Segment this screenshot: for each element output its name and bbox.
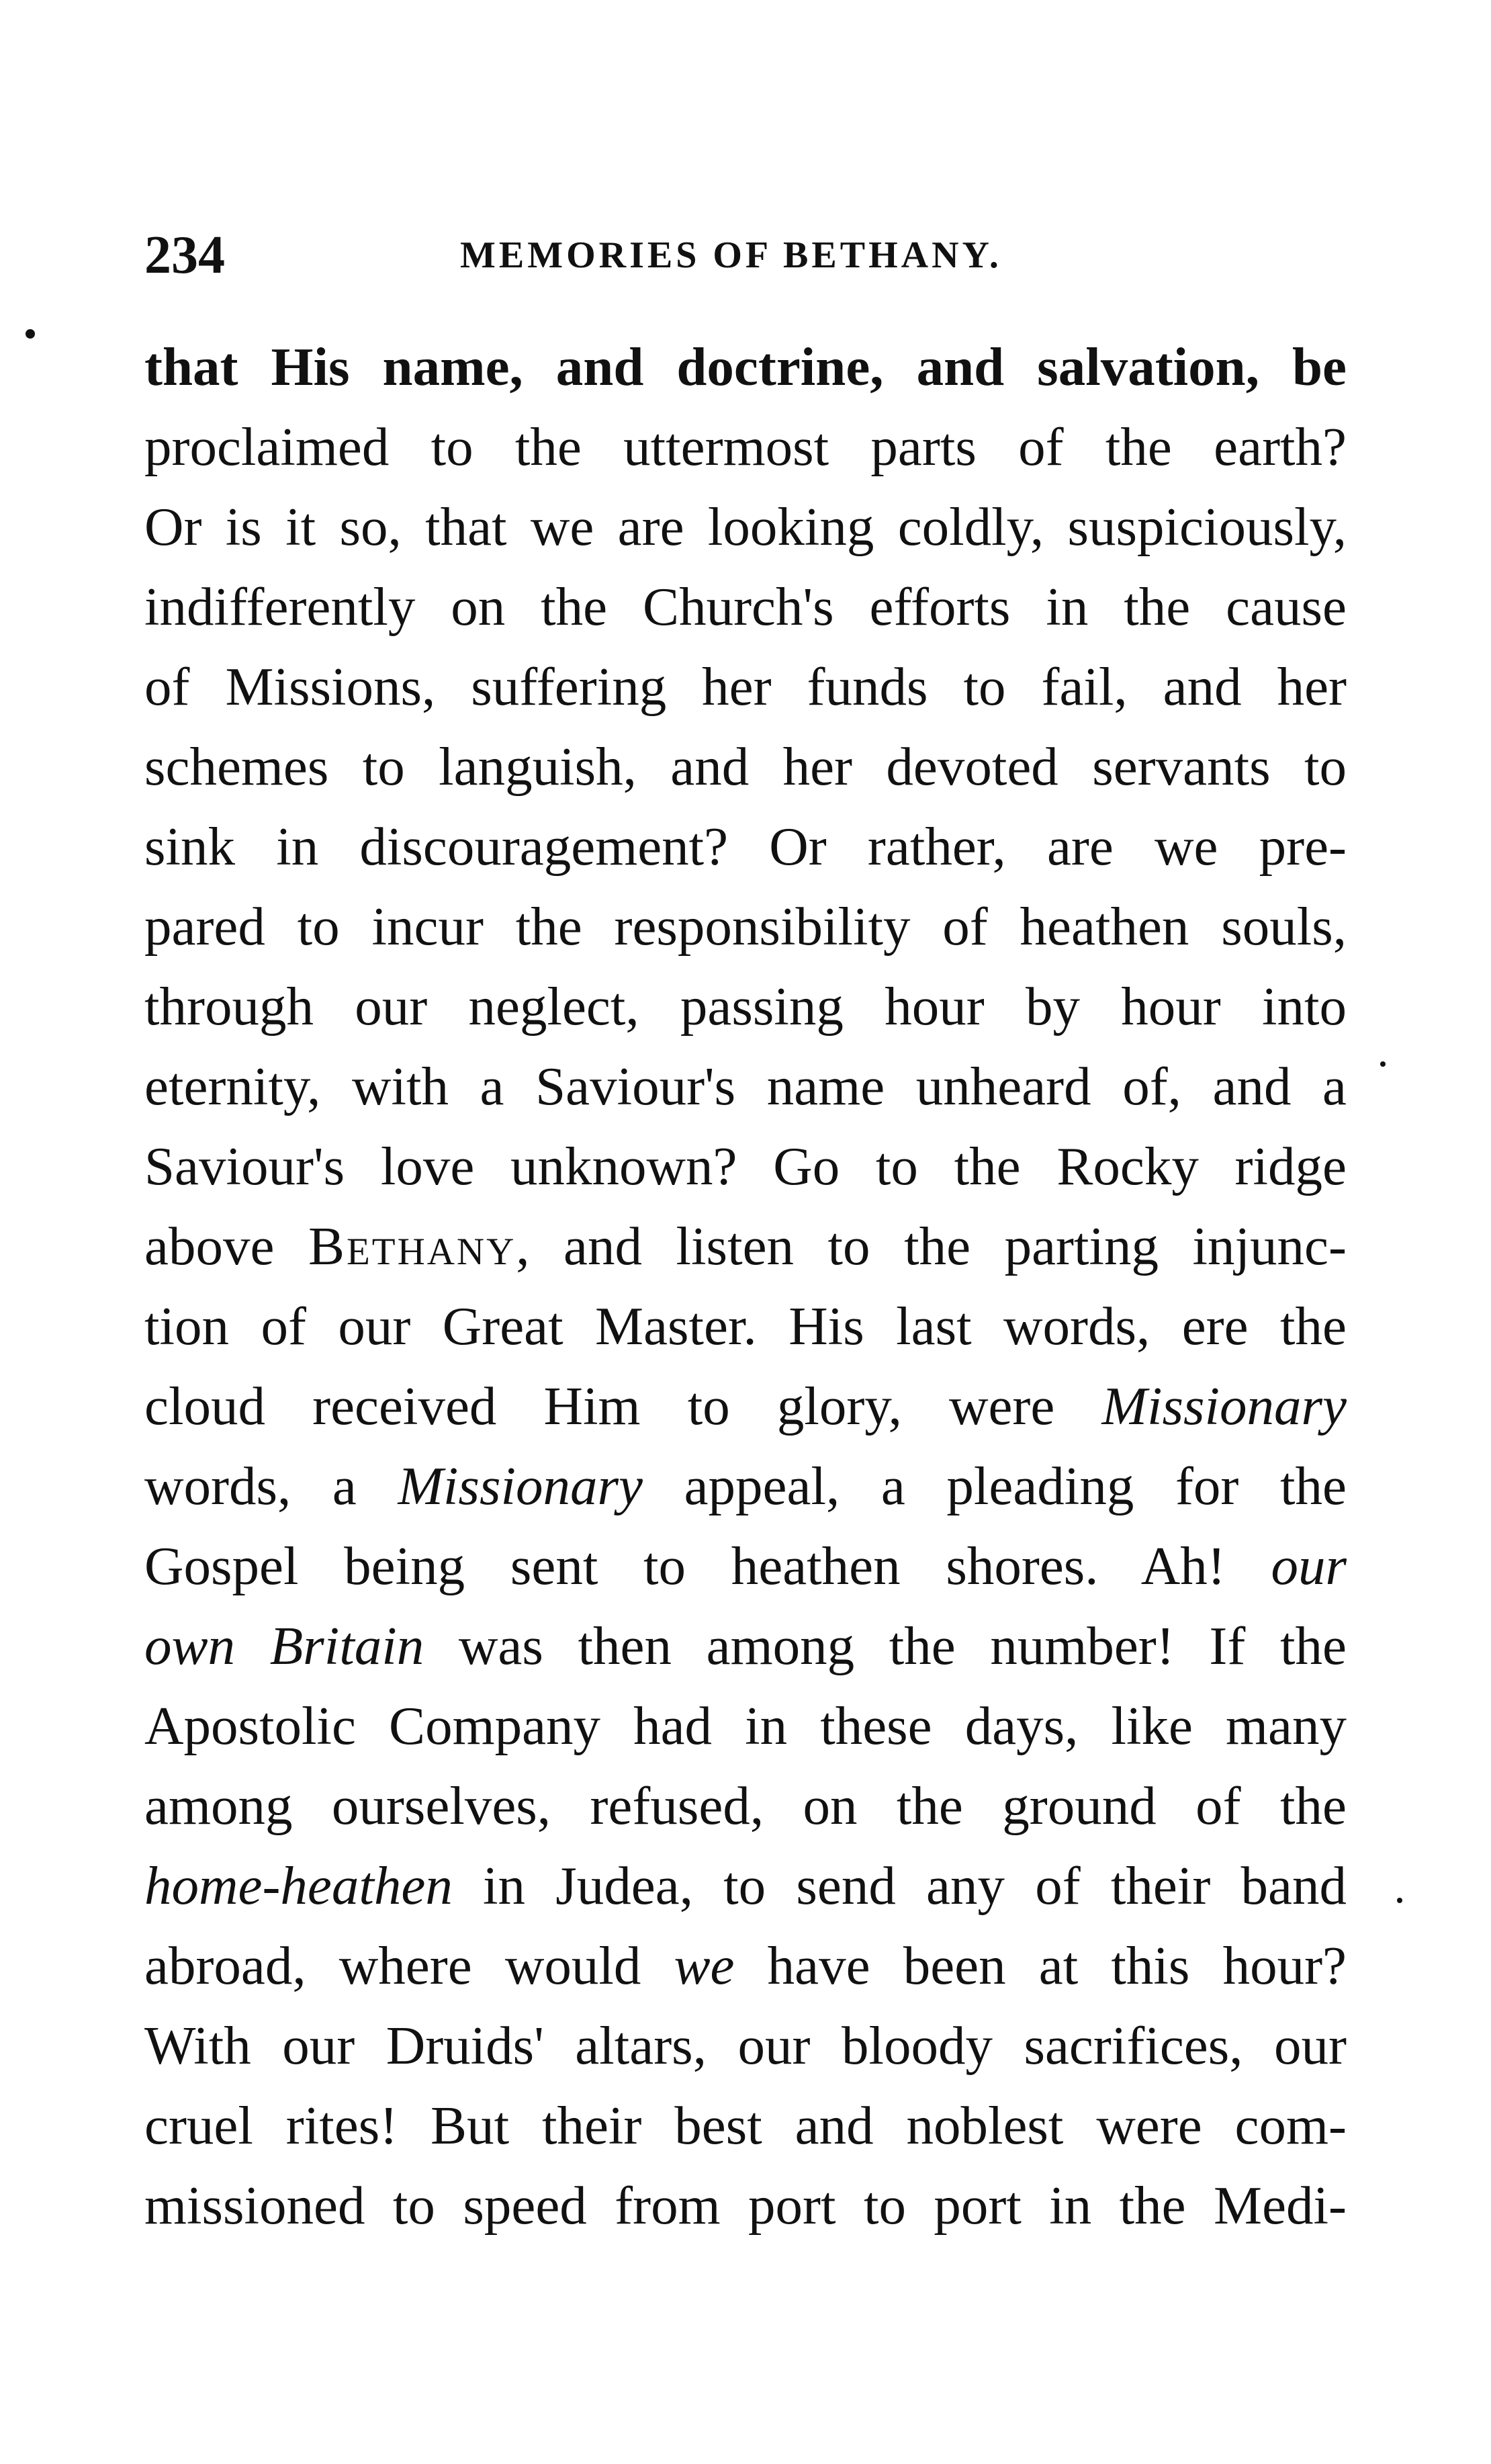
italic-run: own Britain xyxy=(144,1616,424,1676)
italic-run: we xyxy=(674,1935,735,1996)
text-run: abroad, where would xyxy=(144,1935,674,1996)
text-line: of Missions, suffering her funds to fail, and her xyxy=(144,656,1347,717)
italic-run: home-heathen xyxy=(144,1855,453,1916)
running-title: MEMORIES OF BETHANY. xyxy=(460,234,1002,276)
page-header xyxy=(144,218,1347,292)
text-line xyxy=(144,1926,1347,2006)
text-run: above xyxy=(144,1216,308,1276)
text-run: Gospel being sent to heathen shores. Ah! xyxy=(144,1536,1271,1596)
text-line: pared to incur the responsibility of heathen souls, xyxy=(144,896,1347,957)
text-line: Saviour's love unknown? Go to the Rocky ridge xyxy=(144,1136,1347,1196)
text-run: in Judea, to send any of their band xyxy=(452,1855,1347,1916)
text-run: was then among the number! If the xyxy=(424,1616,1347,1676)
text-line: through our neglect, passing hour by hour into xyxy=(144,976,1347,1037)
italic-run: Missionary xyxy=(1101,1376,1347,1436)
body-text xyxy=(144,327,1347,2246)
text-line xyxy=(144,1366,1347,1446)
text-line: schemes to languish, and her devoted servants to xyxy=(144,736,1347,797)
text-line: missioned to speed from port to port in the Medi- xyxy=(144,2175,1347,2236)
text-line: that His name, and doctrine, and salvation, be xyxy=(144,337,1347,397)
text-run: have been at this hour? xyxy=(734,1935,1347,1996)
text-line xyxy=(144,1526,1347,1606)
italic-run: our xyxy=(1271,1536,1347,1596)
text-line: cruel rites! But their best and noblest were com- xyxy=(144,2095,1347,2156)
text-line xyxy=(144,1606,1347,1686)
italic-run: Missionary xyxy=(398,1456,643,1516)
text-line: eternity, with a Saviour's name unheard of, and a xyxy=(144,1056,1347,1116)
text-line: indifferently on the Church's efforts in the cause xyxy=(144,576,1347,637)
margin-speck xyxy=(26,329,35,339)
text-line: tion of our Great Master. His last words, ere the xyxy=(144,1296,1347,1356)
text-line: sink in discouragement? Or rather, are we pre- xyxy=(144,816,1347,877)
small-caps-place-name: Bethany xyxy=(308,1216,516,1276)
text-line: Apostolic Company had in these days, like many xyxy=(144,1696,1347,1756)
text-run: appeal, a pleading for the xyxy=(642,1456,1347,1516)
text-line xyxy=(144,1206,1347,1286)
margin-speck xyxy=(1397,1898,1402,1903)
text-run: cloud received Him to glory, were xyxy=(144,1376,1102,1436)
text-run: words, a xyxy=(144,1456,398,1516)
text-line: proclaimed to the uttermost parts of the earth? xyxy=(144,416,1347,477)
text-line: among ourselves, refused, on the ground of the xyxy=(144,1775,1347,1836)
text-run: , and listen to the parting injunc- xyxy=(516,1216,1347,1276)
margin-speck xyxy=(1380,1061,1386,1067)
text-line: With our Druids' altars, our bloody sacrifices, our xyxy=(144,2015,1347,2076)
page-number: 234 xyxy=(144,226,225,285)
text-line: Or is it so, that we are looking coldly, suspiciously, xyxy=(144,496,1347,557)
text-line xyxy=(144,1446,1347,1526)
text-line xyxy=(144,1846,1347,1926)
